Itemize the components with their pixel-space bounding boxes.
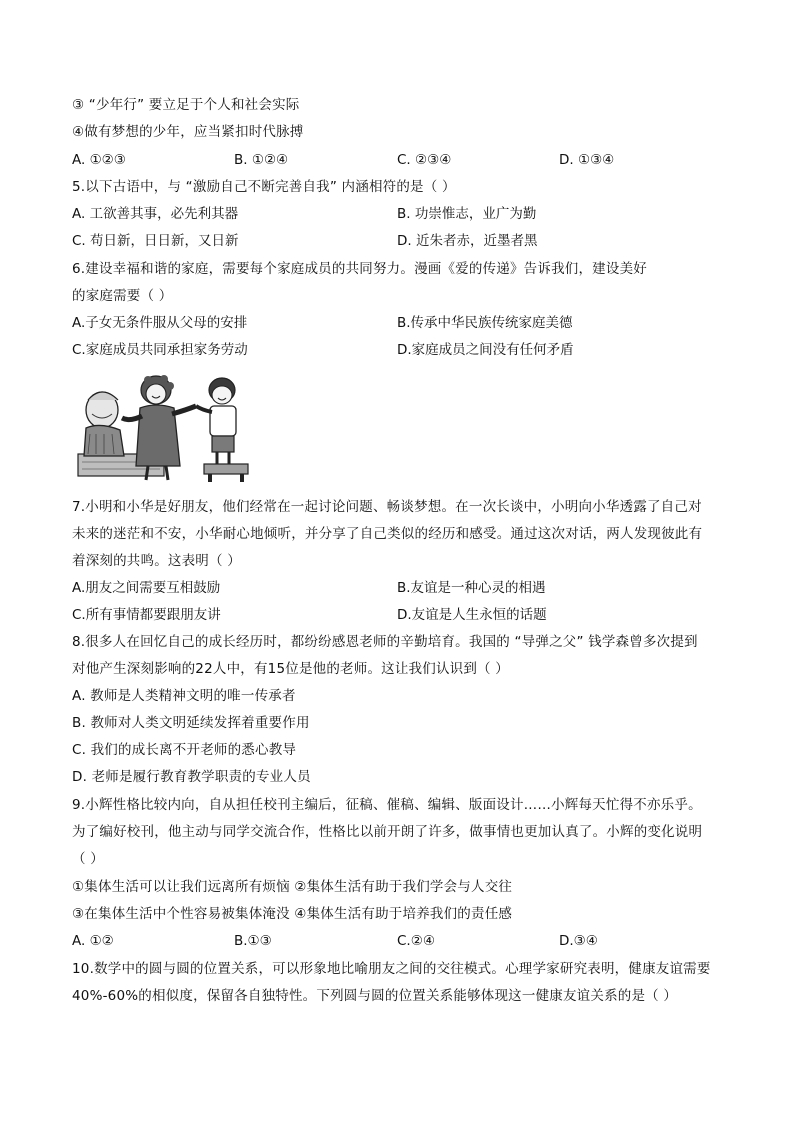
- q10-stem-line-2: 40%-60%的相似度，保留各自独特性。下列圆与圆的位置关系能够体现这一健康友谊关系的是（ ）: [72, 988, 678, 1004]
- q6-option-b: B.传承中华民族传统家庭美德: [397, 315, 573, 331]
- q6-stem-line-2: 的家庭需要（ ）: [72, 288, 173, 304]
- q7-option-c: C.所有事情都要跟朋友讲: [72, 607, 221, 623]
- q5-option-d: D. 近朱者赤，近墨者黑: [397, 233, 538, 249]
- q9-option-b: B.①③: [234, 933, 272, 949]
- cartoon-illustration: [76, 370, 252, 484]
- q6-option-a: A.子女无条件服从父母的安排: [72, 315, 248, 331]
- q9-option-d: D.③④: [559, 933, 598, 949]
- q4-statement-3: ③ “少年行” 要立足于个人和社会实际: [72, 97, 300, 113]
- q10-stem-line-1: 10.数学中的圆与圆的位置关系，可以形象地比喻朋友之间的交往模式。心理学家研究表明，健康友谊需要: [72, 961, 711, 977]
- q9-option-a: A. ①②: [72, 933, 114, 949]
- q8-stem-line-1: 8.很多人在回忆自己的成长经历时，都纷纷感恩老师的辛勤培育。我国的 “导弹之父” 钱学森曾多次提到: [72, 634, 698, 650]
- q9-stem-line-3: （ ）: [72, 851, 104, 867]
- q8-option-a: A. 教师是人类精神文明的唯一传承者: [72, 688, 296, 704]
- q4-option-c: C. ②③④: [397, 152, 452, 168]
- q7-option-b: B.友谊是一种心灵的相遇: [397, 580, 546, 596]
- q8-stem-line-2: 对他产生深刻影响的22人中，有15位是他的老师。这让我们认识到（ ）: [72, 661, 509, 677]
- q5-stem: 5.以下古语中，与 “激励自己不断完善自我” 内涵相符的是（ ）: [72, 179, 456, 195]
- q5-option-a: A. 工欲善其事，必先利其器: [72, 206, 239, 222]
- q9-stem-line-1: 9.小辉性格比较内向，自从担任校刊主编后，征稿、催稿、编辑、版面设计……小辉每天忙得不亦乐乎。: [72, 797, 702, 813]
- q6-option-d: D.家庭成员之间没有任何矛盾: [397, 342, 574, 358]
- q5-option-b: B. 功崇惟志，业广为勤: [397, 206, 537, 222]
- q5-option-c: C. 苟日新，日日新，又日新: [72, 233, 239, 249]
- q9-statements-line-2: ③在集体生活中个性容易被集体淹没 ④集体生活有助于培养我们的责任感: [72, 906, 513, 922]
- q6-stem-line-1: 6.建设幸福和谐的家庭，需要每个家庭成员的共同努力。漫画《爱的传递》告诉我们，建设美好: [72, 261, 647, 277]
- q6-option-c: C.家庭成员共同承担家务劳动: [72, 342, 248, 358]
- q7-option-a: A.朋友之间需要互相鼓励: [72, 580, 221, 596]
- q4-option-a: A. ①②③: [72, 152, 126, 168]
- q4-option-b: B. ①②④: [234, 152, 289, 168]
- q9-statements-line-1: ①集体生活可以让我们远离所有烦恼 ②集体生活有助于我们学会与人交往: [72, 879, 513, 895]
- q7-stem-line-3: 着深刻的共鸣。这表明（ ）: [72, 553, 241, 569]
- q4-statement-4: ④做有梦想的少年，应当紧扣时代脉搏: [72, 124, 304, 140]
- q8-option-d: D. 老师是履行教育教学职责的专业人员: [72, 769, 311, 785]
- q9-option-c: C.②④: [397, 933, 435, 949]
- q8-option-c: C. 我们的成长离不开老师的悉心教导: [72, 742, 297, 758]
- q7-stem-line-2: 未来的迷茫和不安，小华耐心地倾听，并分享了自己类似的经历和感受。通过这次对话，两人发现彼此有: [72, 526, 703, 542]
- q4-option-d: D. ①③④: [559, 152, 615, 168]
- q8-option-b: B. 教师对人类文明延续发挥着重要作用: [72, 715, 310, 731]
- q7-option-d: D.友谊是人生永恒的话题: [397, 607, 547, 623]
- q9-stem-line-2: 为了编好校刊，他主动与同学交流合作，性格比以前开朗了许多，做事情也更加认真了。小辉的变化说明: [72, 824, 703, 840]
- q7-stem-line-1: 7.小明和小华是好朋友，他们经常在一起讨论问题、畅谈梦想。在一次长谈中，小明向小华透露了自己对: [72, 499, 702, 515]
